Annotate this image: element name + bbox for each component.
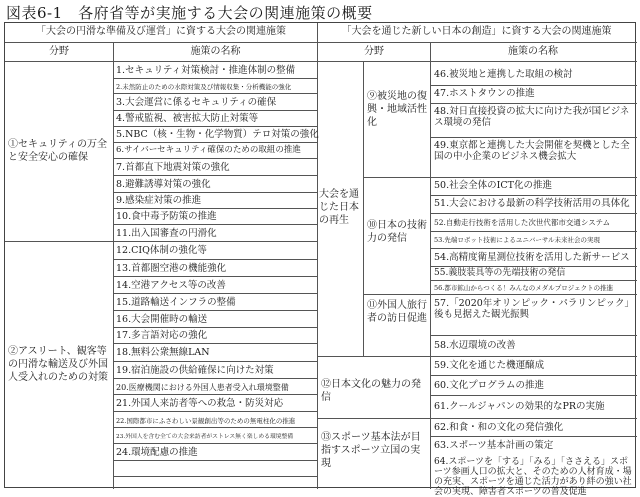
list-item: 59.文化を通じた機運醸成 [434, 360, 545, 371]
list-item: 17.多言語対応の強化 [116, 330, 208, 341]
list-item: 53.先端ロボット技術によるユニバーサル未来社会の実現 [434, 236, 601, 244]
list-item: 49.東京都と連携した大会開催を契機とした全国の中小企業のビジネス機会拡大 [434, 140, 630, 162]
list-item: 8.避難誘導対策の強化 [116, 179, 211, 190]
list-item: 2.未然防止のための水際対策及び情報収集・分析機能の強化 [116, 83, 292, 91]
left-col-name: 施策の名称 [190, 46, 241, 57]
list-item: 21.外国人来訪者等への救急・防災対応 [116, 398, 284, 409]
list-item: 52.自動走行技術を活用した次世代都市交通システム [434, 218, 611, 227]
list-item: 56.都市鉱山からつくる！みんなのメダルプロジェクトの推進 [434, 284, 614, 292]
list-item: 62.和食・和の文化の発信強化 [434, 422, 564, 433]
list-item: 5.NBC（核・生物・化学物質）テロ対策の強化 [116, 129, 319, 140]
list-item: 11.出入国審査の円滑化 [116, 228, 217, 239]
right-section-header: 「大会を通じた新しい日本の創造」に資する大会の関連施策 [341, 26, 612, 37]
list-item: 14.空港アクセス等の改善 [116, 280, 226, 291]
list-item: 10.食中毒予防策の推進 [116, 211, 217, 222]
list-item: 64.スポーツを「する」「みる」「ささえる」スポーツ参画人口の拡大と、そのための人材育成・場の充実、スポーツを通じた活力があり絆の強い社会の実現、障害者スポーツの普及促進 [434, 457, 632, 497]
list-item: 9.感染症対策の推進 [116, 195, 202, 206]
list-item: 7.首都直下地震対策の強化 [116, 162, 230, 173]
list-item: 60.文化プログラムの推進 [434, 380, 545, 391]
list-item: 19.宿泊施設の供給確保に向けた対策 [116, 365, 274, 376]
left-section-header: 「大会の円滑な準備及び運営」に資する大会の関連施策 [36, 26, 286, 37]
list-item: 57.「2020年オリンピック・パラリンピック」後も見据えた観光振興 [434, 298, 635, 320]
policy-table [4, 22, 636, 497]
list-item: 13.首都圏空港の機能強化 [116, 263, 227, 274]
list-item: 61.クールジャパンの効果的なPRの実施 [434, 401, 605, 412]
right-col-name: 施策の名称 [508, 46, 558, 57]
list-item: 46.被災地と連携した取組の検討 [434, 69, 573, 80]
list-item: 22.国際都市にふさわしい景観創出等のための無電柱化の推進 [116, 417, 296, 425]
field-security: ①セキュリティの万全と安全安心の確保 [8, 139, 107, 163]
list-item: 3.大会運営に係るセキュリティの確保 [116, 97, 277, 108]
figure-title: 図表6-1 各府省等が実施する大会の関連施策の概要 [6, 4, 373, 22]
subfield-sports: ⑬スポーツ基本法が目指すスポーツ立国の実現 [321, 432, 421, 469]
list-item: 16.大会開催時の輸送 [116, 314, 208, 325]
list-item: 63.スポーツ基本計画の策定 [434, 440, 554, 451]
left-col-field: 分野 [49, 46, 69, 57]
subfield-inbound-tourism: ⑪外国人旅行者の訪日促進 [367, 300, 427, 324]
list-item: 12.CIQ体制の強化等 [116, 245, 207, 256]
list-item: 55.義肢装具等の先端技術の発信 [434, 268, 566, 278]
list-item: 23.外国人を含む全ての大会来訪者がストレス無く楽しめる環境整備 [116, 434, 294, 440]
list-item: 15.道路輸送インフラの整備 [116, 297, 236, 308]
list-item: 50.社会全体のICT化の推進 [434, 180, 552, 191]
list-item: 20.医療機関における外国人患者受入れ環境整備 [116, 383, 289, 392]
right-col-field: 分野 [364, 46, 384, 57]
list-item: 18.無料公衆無線LAN [116, 347, 210, 358]
subfield-culture: ⑫日本文化の魅力の発信 [321, 379, 421, 403]
list-item: 48.対日直接投資の拡大に向けた我が国ビジネス環境の発信 [434, 106, 630, 128]
list-item: 4.警戒監視、被害拡大防止対策等 [116, 113, 259, 124]
field-transport: ②アスリート、観客等の円滑な輸送及び外国人受入れのための対策 [8, 346, 108, 383]
list-item: 47.ホストタウンの推進 [434, 88, 535, 99]
subfield-technology: ⑩日本の技術力の発信 [367, 220, 427, 244]
subfield-disaster-recovery: ⑨被災地の復興・地域活性化 [367, 91, 427, 128]
list-item: 6.サイバーセキュリティ確保のための取組の推進 [116, 145, 301, 155]
list-item: 1.セキュリティ対策検討・推進体制の整備 [116, 65, 296, 76]
list-item: 54.高精度衛星測位技術を活用した新サービス [434, 252, 630, 263]
list-item: 24.環境配慮の推進 [116, 447, 198, 458]
list-item: 51.大会における最新の科学技術活用の具体化 [434, 198, 630, 209]
field-group-japan-revival: 大会を通じた日本の再生 [319, 189, 359, 226]
list-item: 58.水辺環境の改善 [434, 340, 516, 351]
